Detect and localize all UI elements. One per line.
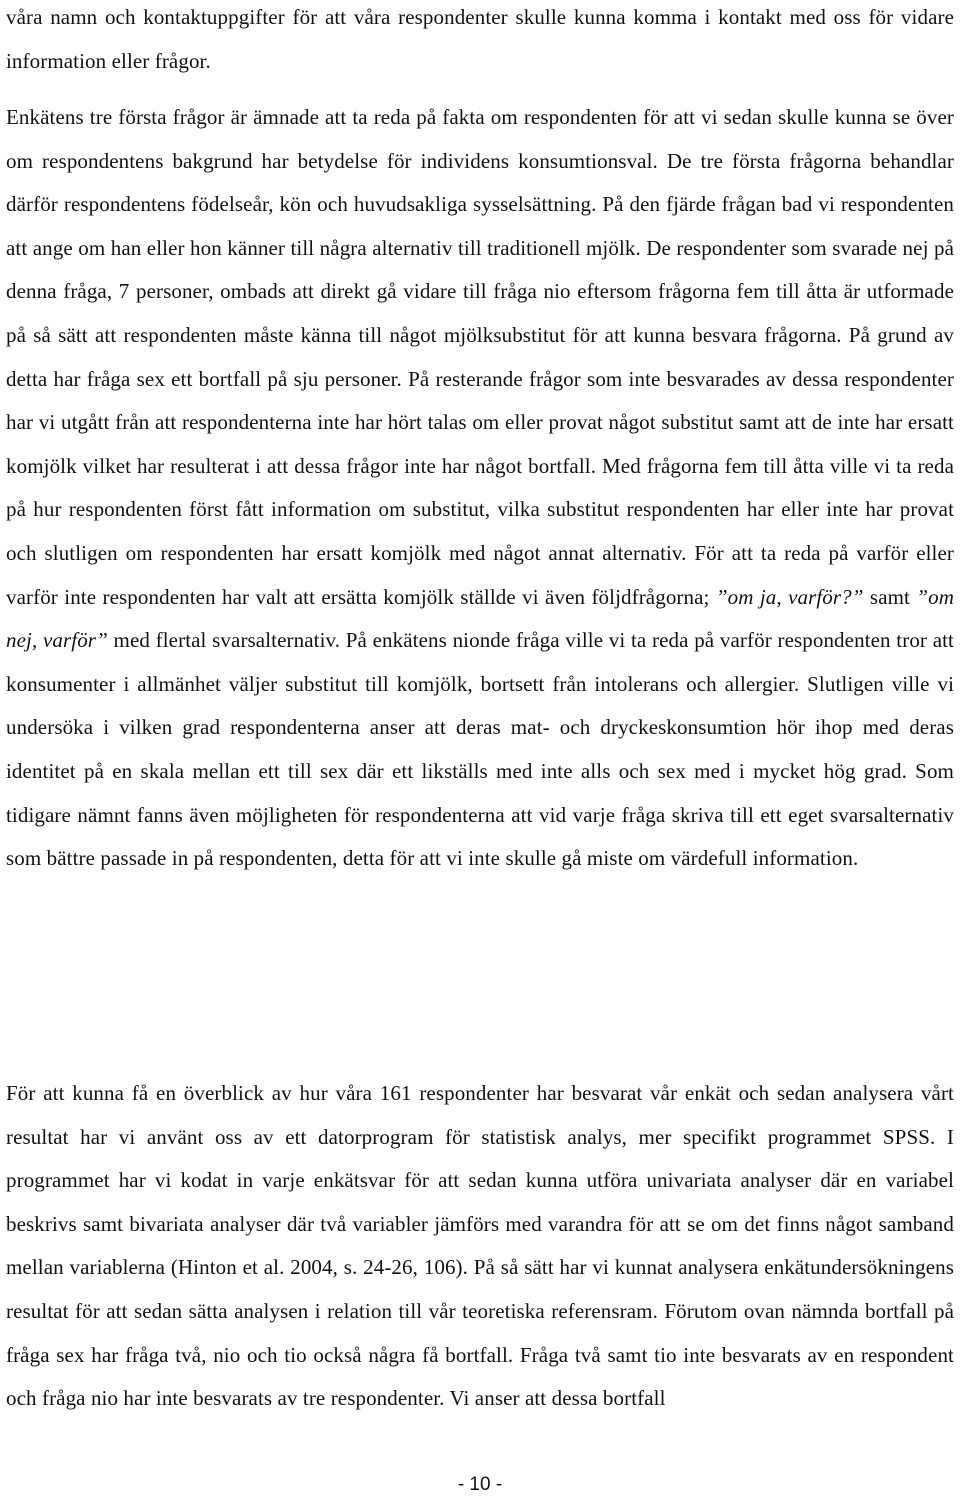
paragraph-text: med flertal svarsalternativ. På enkätens nionde fråga ville vi ta reda på varför respondenten tror att konsumenter i allmänhet väljer substitut till komjölk, bortsett från intolerans och allergier. Slutligen ville vi undersöka i vilken grad respondenterna anser att deras mat- och dryckeskonsumtion hör ihop med deras identitet på en skala mellan ett till sex där ett likställs med inte alls och sex med i mycket hög grad. Som tidigare nämnt fanns även möjligheten för respondenterna att vid varje fråga skriva till ett eget svarsalternativ som bättre passade in på respondenten, detta för att vi inte skulle gå miste om värdefull information.: [6, 628, 954, 871]
paragraph-text: våra namn och kontaktuppgifter för att våra respondenter skulle kunna komma i kontakt med oss för vidare information eller frågor.: [6, 5, 954, 73]
page-number: - 10 -: [457, 1474, 503, 1495]
paragraph-spss-analysis: [6, 1072, 954, 1421]
paragraph-survey-questions: [6, 96, 954, 881]
italic-quote-if-yes: ”om ja, varför?”: [715, 584, 864, 609]
paragraph-text: samt: [863, 584, 917, 609]
paragraph-text: För att kunna få en överblick av hur våra 161 respondenter har besvarat vår enkät och sedan analysera vårt resultat har vi använt oss av ett datorprogram för statistisk analys, mer specifikt programmet SPSS. I programmet har vi kodat in varje enkätsvar för att sedan kunna utföra univariata analyser där en variabel beskrivs samt bivariata analyser där två variabler jämförs med varandra för att se om det finns något samband mellan variablerna (Hinton et al. 2004, s. 24-26, 106). På så sätt har vi kunnat analysera enkätundersökningens resultat för att sedan sätta analysen i relation till vår teoretiska referensram. Förutom ovan nämnda bortfall på fråga sex har fråga två, nio och tio också några få bortfall. Fråga två samt tio inte besvarats av en respondent och fråga nio har inte besvarats av tre respondenter. Vi anser att dessa bortfall: [6, 1081, 954, 1411]
paragraph-contact-info: [6, 0, 954, 83]
italic-quote-if-no: ”om nej, varför”: [6, 584, 954, 653]
paragraph-text: Enkätens tre första frågor är ämnade att ta reda på fakta om respondenten för att vi sedan skulle kunna se över om respondentens bakgrund har betydelse för individens konsumtionsval. De tre första frågorna behandlar därför respondentens födelseår, kön och huvudsakliga sysselsättning. På den fjärde frågan bad vi respondenten att ange om han eller hon känner till några alternativ till traditionell mjölk. De respondenter som svarade nej på denna fråga, 7 personer, ombads att direkt gå vidare till fråga nio eftersom frågorna fem till åtta är utformade på så sätt att respondenten måste känna till något mjölksubstitut för att kunna besvara frågorna. På grund av detta har fråga sex ett bortfall på sju personer. På resterande frågor som inte besvarades av dessa respondenter har vi utgått från att respondenterna inte har hört talas om eller provat något substitut samt att de inte har ersatt komjölk vilket har resulterat i att dessa frågor inte har något bortfall. Med frågorna fem till åtta ville vi ta reda på hur respondenten först fått information om substitut, vilka substitut respondenten har eller inte har provat och slutligen om respondenten har ersatt komjölk med något annat alternativ. För att ta reda på varför eller varför inte respondenten har valt att ersätta komjölk ställde vi även följdfrågorna;: [6, 105, 954, 609]
